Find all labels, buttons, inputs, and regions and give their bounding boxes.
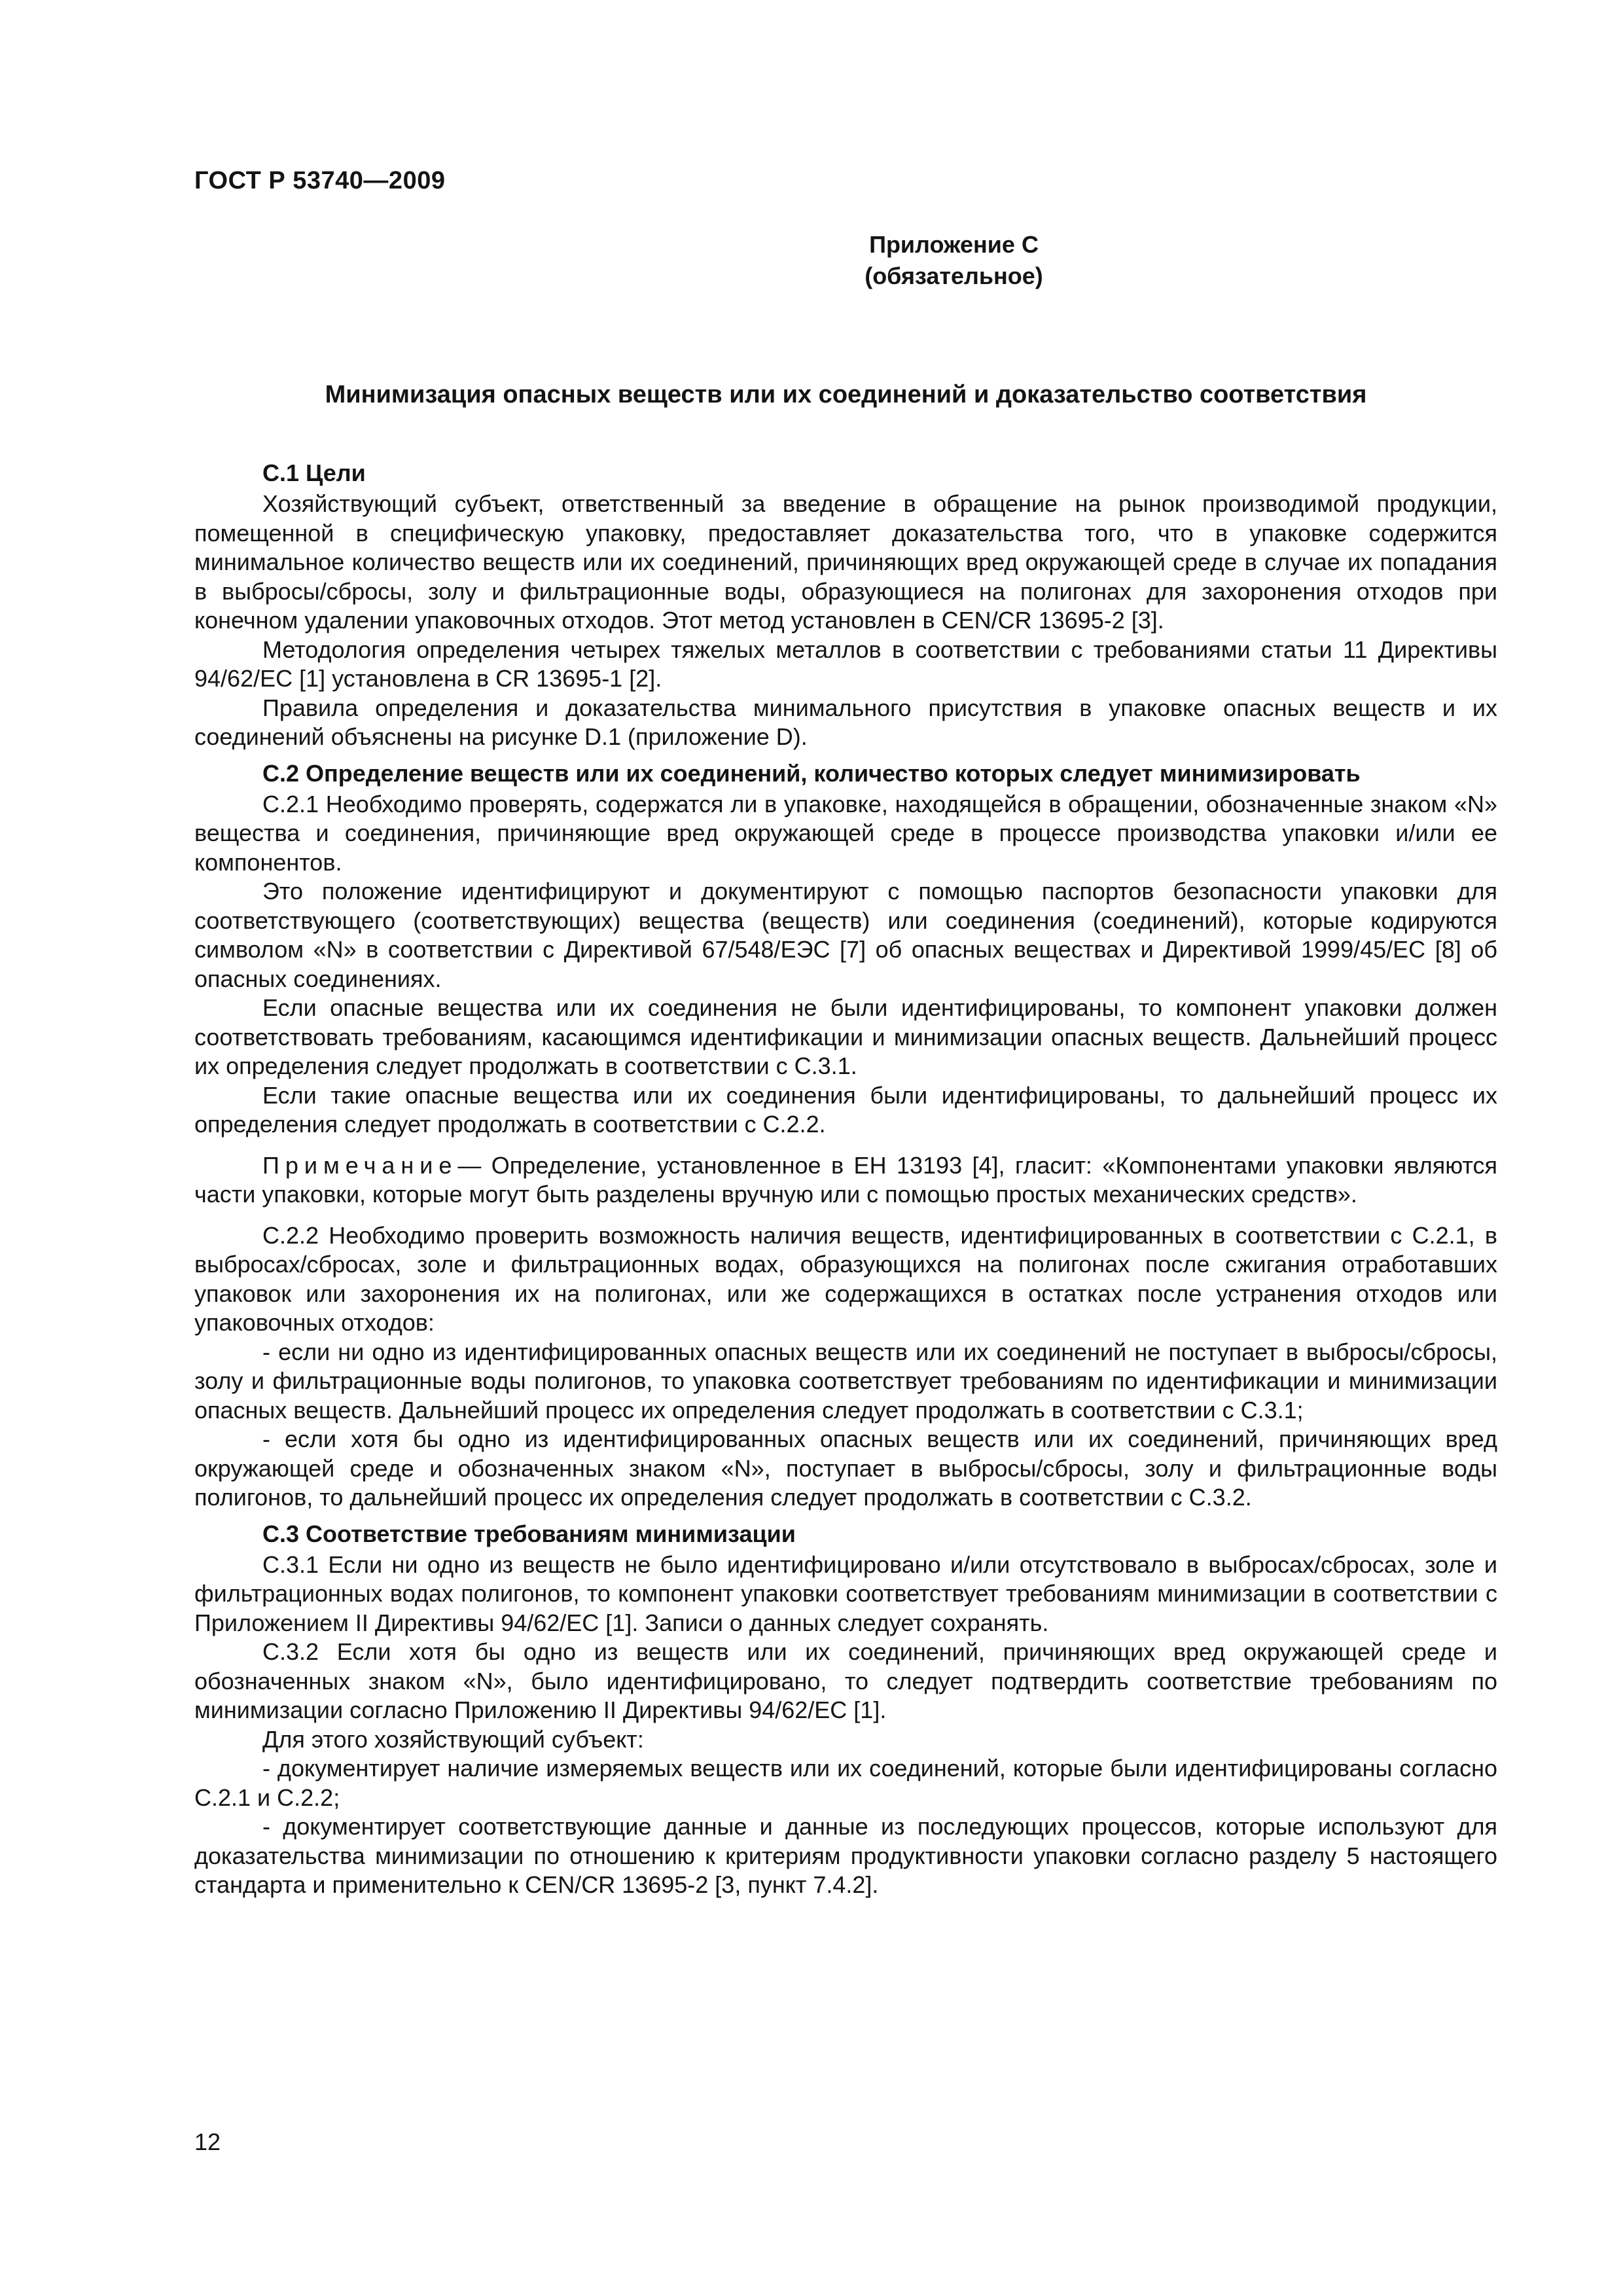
paragraph: Если опасные вещества или их соединения не были идентифицированы, то компонент упаковки должен соответствовать требованиям, касающимся идентификации и минимизации опасных веществ. Дальнейший процесс их определения следует продолжать в соответствии с С.3.1.: [194, 994, 1497, 1079]
annex-heading: [194, 229, 1497, 292]
note-text: — Определение, установленное в ЕН 13193 [4], гласит: «Компонентами упаковки являются части упаковки, которые могут быть разделены вручную или с помощью простых механических средств».: [194, 1151, 1497, 1208]
document-title: Минимизация опасных веществ или их соединений и доказательство соответствия: [325, 381, 1367, 408]
paragraph: Если такие опасные вещества или их соединения были идентифицированы, то дальнейший процесс их определения следует продолжать в соответствии с С.2.2.: [194, 1081, 1497, 1138]
paragraph: С.2.1 Необходимо проверять, содержатся ли в упаковке, находящейся в обращении, обозначенные знаком «N» вещества и соединения, причиняющие вред окружающей среде в процессе производства упаковки и/или ее компонентов.: [194, 790, 1497, 876]
paragraph: С.3.1 Если ни одно из веществ не было идентифицировано и/или отсутствовало в выбросах/сбросах, золе и фильтрационных водах полигонов, то компонент упаковки соответствует требованиям минимизации в соответствии с Приложением II Директивы 94/62/ЕС [1]. Записи о данных следует сохранять.: [194, 1551, 1497, 1636]
list-item: - документирует наличие измеряемых веществ или их соединений, которые были идентифицированы согласно С.2.1 и С.2.2;: [194, 1755, 1497, 1811]
note: [194, 1151, 1497, 1210]
annex-title: Приложение С: [869, 231, 1039, 258]
annex-status: (обязательное): [865, 262, 1043, 289]
list-item: - документирует соответствующие данные и данные из последующих процессов, которые используют для доказательства минимизации по отношению к критериям продуктивности упаковки согласно разделу 5 настоящего стандарта и применительно к CEN/CR 13695-2 [3, пункт 7.4.2].: [194, 1813, 1497, 1898]
paragraph: С.3.2 Если хотя бы одно из веществ или их соединений, причиняющих вред окружающей среде и обозначенных знаком «N», было идентифицировано, то следует подтвердить соответствие требованиям по минимизации согласно Приложению II Директивы 94/62/ЕС [1].: [194, 1638, 1497, 1723]
document-body: [194, 457, 1497, 1900]
paragraph: Это положение идентифицируют и документируют с помощью паспортов безопасности упаковки для соответствующего (соответствующих) вещества (веществ) или соединения (соединений), которые кодируются символом «N» в соответствии с Директивой 67/548/ЕЭС [7] об опасных веществах и Директивой 1999/45/ЕС [8] об опасных соединениях.: [194, 878, 1497, 992]
standard-number: ГОСТ Р 53740—2009: [194, 167, 446, 194]
list-item: - если хотя бы одно из идентифицированных опасных веществ или их соединений, причиняющих вред окружающей среде и обозначенных знаком «N», поступает в выбросы/сбросы, золу и фильтрационные воды полигонов, то дальнейший процесс их определения следует продолжать в соответствии с С.3.2.: [194, 1426, 1497, 1511]
paragraph: С.2.2 Необходимо проверить возможность наличия веществ, идентифицированных в соответствии с С.2.1, в выбросах/сбросах, золе и фильтрационных водах, образующихся на полигонах после сжигания отработавших упаковок или захоронения их на полигонах, или же содержащихся в остатках после устранения отходов или упаковочных отходов:: [194, 1221, 1497, 1336]
paragraph: Хозяйствующий субъект, ответственный за введение в обращение на рынок производимой продукции, помещенной в специфическую упаковку, предоставляет доказательства того, что в упаковке содержится минимальное количество веществ или их соединений, причиняющих вред окружающей среде в случае их попадания в выбросы/сбросы, золу и фильтрационные воды, образующиеся на полигонах для захоронения отходов при конечном удалении упаковочных отходов. Этот метод установлен в CEN/CR 13695-2 [3].: [194, 490, 1497, 634]
note-label: Примечание: [262, 1151, 458, 1179]
paragraph: Для этого хозяйствующий субъект:: [262, 1725, 644, 1753]
section-heading-c3: С.3 Соответствие требованиям минимизации: [262, 1520, 796, 1547]
paragraph: Методология определения четырех тяжелых металлов в соответствии с требованиями статьи 11 Директивы 94/62/ЕС [1] установлена в CR 13695-1 [2].: [194, 636, 1497, 692]
page-number: 12: [194, 2128, 221, 2155]
section-heading-c1: С.1 Цели: [262, 459, 366, 486]
section-heading-c2: С.2 Определение веществ или их соединений, количество которых следует минимизировать: [262, 759, 1361, 787]
list-item: - если ни одно из идентифицированных опасных веществ или их соединений не поступает в выбросы/сбросы, золу и фильтрационные воды полигонов, то упаковка соответствует требованиям по идентификации и минимизации опасных веществ. Дальнейший процесс их определения следует продолжать в соответствии с С.3.1;: [194, 1338, 1497, 1424]
paragraph: Правила определения и доказательства минимального присутствия в упаковке опасных веществ и их соединений объяснены на рисунке D.1 (приложение D).: [194, 694, 1497, 750]
